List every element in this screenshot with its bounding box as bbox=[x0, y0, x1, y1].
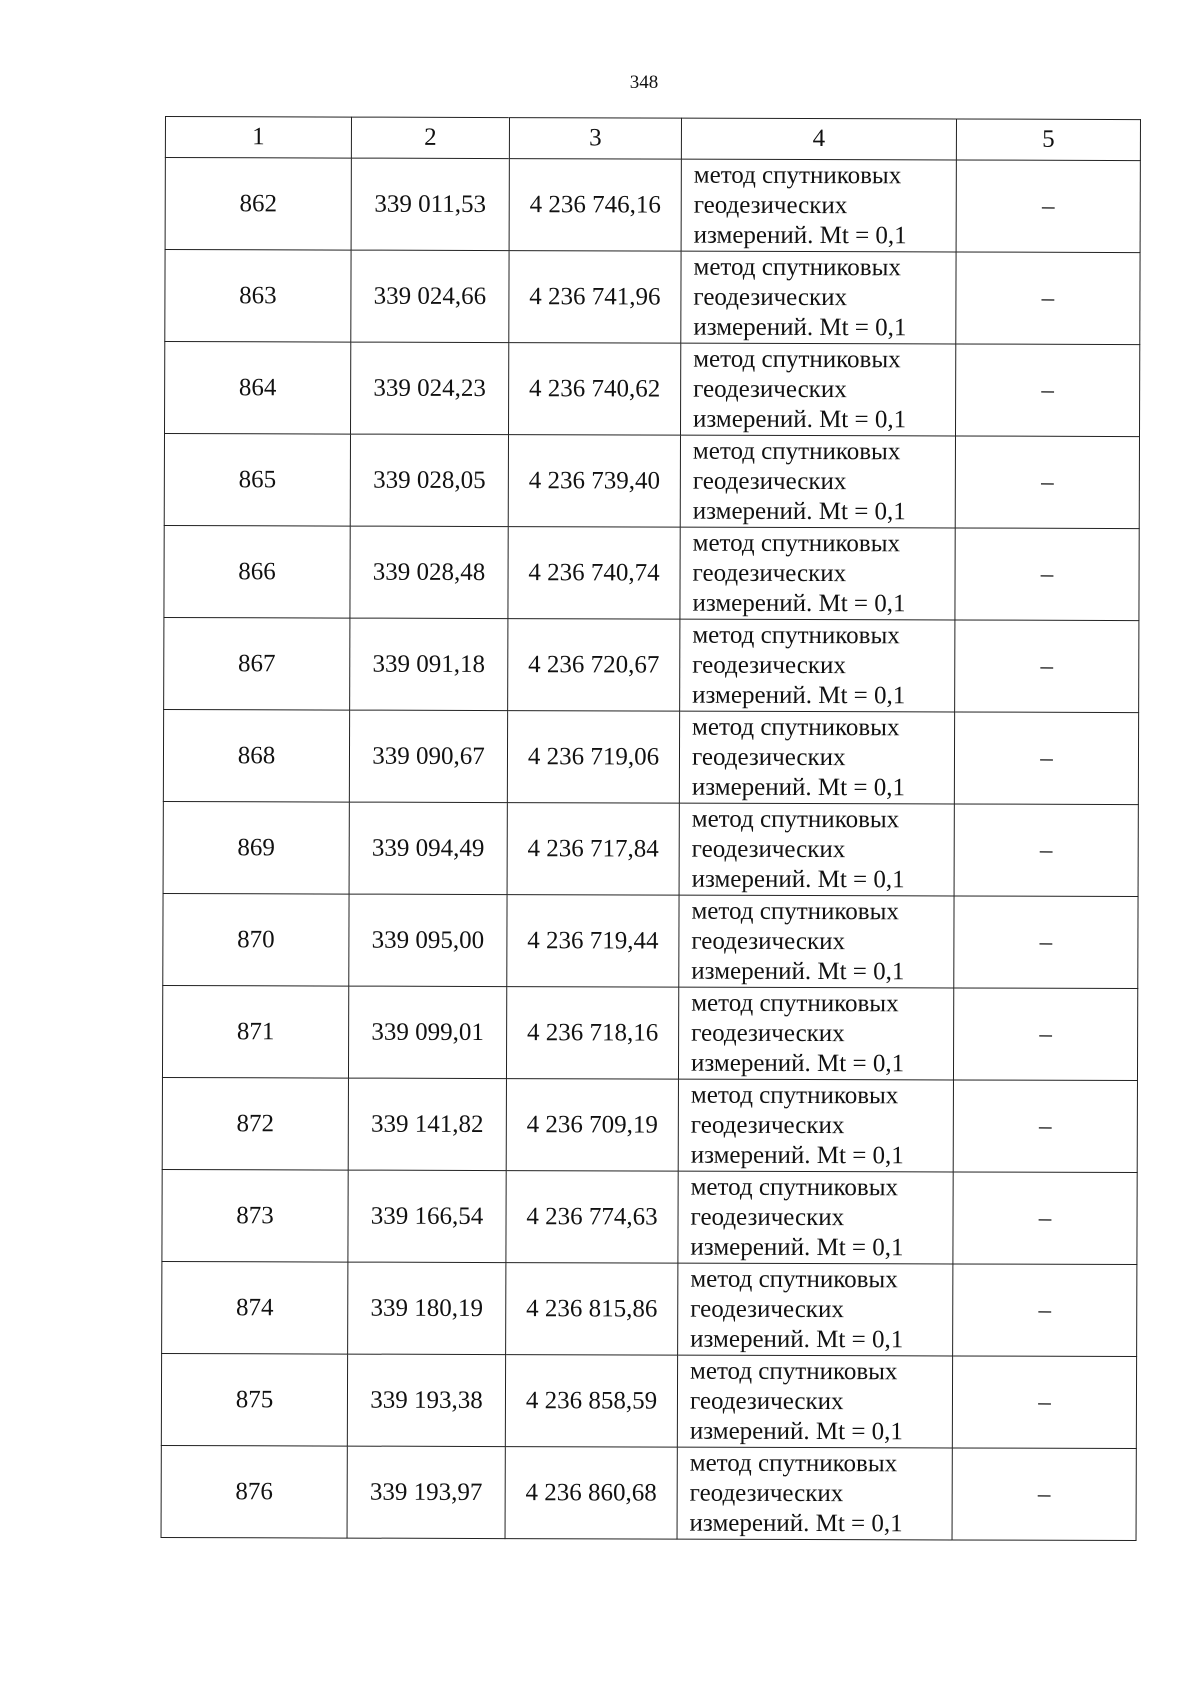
method-line-3: измерений. Mt = 0,1 bbox=[693, 405, 907, 434]
method-line-3: измерений. Mt = 0,1 bbox=[690, 1049, 905, 1078]
note-cell: – bbox=[954, 712, 1138, 805]
x-coordinate-cell: 339 193,97 bbox=[347, 1446, 505, 1538]
method-line-3: измерений. Mt = 0,1 bbox=[693, 221, 907, 250]
method-line-2: геодезических bbox=[693, 375, 847, 404]
method-line-3: измерений. Mt = 0,1 bbox=[692, 589, 906, 618]
y-coordinate-cell: 4 236 740,62 bbox=[509, 343, 681, 436]
table-row bbox=[164, 434, 1139, 529]
method-line-1: метод спутниковых bbox=[692, 621, 900, 650]
method-line-1: метод спутниковых bbox=[691, 897, 899, 926]
y-coordinate-cell: 4 236 740,74 bbox=[508, 527, 680, 620]
method-line-2: геодезических bbox=[691, 835, 846, 864]
note-cell: – bbox=[955, 528, 1139, 621]
column-header-3: 3 bbox=[509, 118, 681, 160]
y-coordinate-cell: 4 236 717,84 bbox=[507, 803, 679, 896]
method-line-1: метод спутниковых bbox=[693, 345, 901, 374]
method-line-3: измерений. Mt = 0,1 bbox=[690, 1325, 904, 1354]
y-coordinate-cell: 4 236 858,59 bbox=[505, 1355, 677, 1448]
method-line-2: геодезических bbox=[691, 927, 846, 956]
method-line-2: геодезических bbox=[690, 1111, 845, 1140]
method-line-3: измерений. Mt = 0,1 bbox=[692, 497, 906, 526]
method-line-1: метод спутниковых bbox=[690, 1357, 898, 1386]
x-coordinate-cell: 339 090,67 bbox=[349, 710, 507, 802]
method-cell bbox=[678, 1079, 953, 1172]
y-coordinate-cell: 4 236 720,67 bbox=[508, 619, 680, 712]
method-line-3: измерений. Mt = 0,1 bbox=[691, 773, 906, 802]
y-coordinate-cell: 4 236 719,44 bbox=[507, 895, 679, 988]
x-coordinate-cell: 339 180,19 bbox=[348, 1262, 506, 1354]
note-cell: – bbox=[953, 1264, 1137, 1357]
column-header-5: 5 bbox=[956, 119, 1140, 161]
method-line-1: метод спутниковых bbox=[690, 1265, 898, 1294]
point-number-cell: 876 bbox=[161, 1445, 347, 1538]
column-header-2: 2 bbox=[351, 117, 509, 158]
coordinates-table bbox=[161, 116, 1141, 1541]
y-coordinate-cell: 4 236 739,40 bbox=[508, 435, 680, 528]
y-coordinate-cell: 4 236 774,63 bbox=[506, 1171, 678, 1264]
method-cell bbox=[681, 343, 956, 436]
note-cell: – bbox=[952, 1356, 1136, 1449]
table-row bbox=[162, 1169, 1137, 1264]
x-coordinate-cell: 339 166,54 bbox=[348, 1170, 506, 1262]
method-line-2: геодезических bbox=[691, 743, 846, 772]
point-number-cell: 865 bbox=[164, 434, 350, 527]
method-line-3: измерений. Mt = 0,1 bbox=[692, 681, 906, 710]
method-line-2: геодезических bbox=[690, 1203, 845, 1232]
method-cell bbox=[679, 711, 954, 804]
page-number: 348 bbox=[629, 72, 659, 93]
point-number-cell: 866 bbox=[164, 525, 350, 618]
note-cell: – bbox=[955, 344, 1139, 437]
method-line-2: геодезических bbox=[689, 1479, 844, 1508]
method-line-2: геодезических bbox=[690, 1295, 844, 1324]
method-line-3: измерений. Mt = 0,1 bbox=[691, 865, 905, 894]
note-cell: – bbox=[953, 1080, 1137, 1173]
table-row bbox=[162, 985, 1137, 1080]
note-cell: – bbox=[956, 252, 1140, 345]
table-row bbox=[163, 709, 1138, 804]
method-line-1: метод спутниковых bbox=[689, 1449, 898, 1478]
x-coordinate-cell: 339 141,82 bbox=[348, 1078, 506, 1170]
note-cell: – bbox=[954, 804, 1138, 897]
point-number-cell: 868 bbox=[163, 709, 349, 802]
note-cell: – bbox=[953, 1172, 1137, 1265]
method-line-3: измерений. Mt = 0,1 bbox=[691, 957, 905, 986]
table-header bbox=[165, 117, 1140, 161]
x-coordinate-cell: 339 094,49 bbox=[349, 802, 507, 894]
y-coordinate-cell: 4 236 746,16 bbox=[509, 159, 681, 252]
x-coordinate-cell: 339 024,23 bbox=[351, 342, 509, 434]
y-coordinate-cell: 4 236 741,96 bbox=[509, 251, 681, 344]
point-number-cell: 862 bbox=[165, 158, 351, 251]
note-cell: – bbox=[953, 988, 1137, 1081]
method-line-1: метод спутниковых bbox=[690, 1081, 899, 1110]
method-line-2: геодезических bbox=[692, 651, 846, 680]
x-coordinate-cell: 339 028,48 bbox=[350, 526, 508, 618]
method-cell bbox=[677, 1447, 952, 1540]
method-line-3: измерений. Mt = 0,1 bbox=[690, 1233, 904, 1262]
table-row bbox=[164, 525, 1139, 620]
method-cell bbox=[677, 1355, 952, 1448]
x-coordinate-cell: 339 024,66 bbox=[351, 250, 509, 342]
table-row bbox=[165, 158, 1140, 253]
x-coordinate-cell: 339 091,18 bbox=[350, 618, 508, 710]
method-cell bbox=[678, 987, 953, 1080]
method-line-1: метод спутниковых bbox=[693, 253, 901, 282]
method-line-3: измерений. Mt = 0,1 bbox=[689, 1509, 903, 1538]
method-cell bbox=[680, 527, 955, 620]
x-coordinate-cell: 339 011,53 bbox=[351, 158, 509, 250]
table-row bbox=[163, 893, 1138, 988]
y-coordinate-cell: 4 236 860,68 bbox=[505, 1447, 677, 1540]
y-coordinate-cell: 4 236 709,19 bbox=[506, 1079, 678, 1172]
y-coordinate-cell: 4 236 718,16 bbox=[506, 987, 678, 1080]
method-cell bbox=[679, 895, 954, 988]
method-line-2: геодезических bbox=[693, 191, 848, 220]
method-line-1: метод спутниковых bbox=[692, 529, 901, 558]
note-cell: – bbox=[954, 896, 1138, 989]
note-cell: – bbox=[955, 620, 1139, 713]
method-line-2: геодезических bbox=[692, 559, 847, 588]
y-coordinate-cell: 4 236 719,06 bbox=[507, 711, 679, 804]
method-cell bbox=[681, 159, 956, 252]
method-line-1: метод спутниковых bbox=[692, 437, 901, 466]
method-line-2: геодезических bbox=[692, 467, 847, 496]
method-cell bbox=[679, 803, 954, 896]
table-body bbox=[161, 158, 1140, 1541]
x-coordinate-cell: 339 095,00 bbox=[349, 894, 507, 986]
method-line-2: геодезических bbox=[689, 1387, 844, 1416]
point-number-cell: 875 bbox=[161, 1353, 347, 1446]
method-line-3: измерений. Mt = 0,1 bbox=[689, 1417, 903, 1446]
method-line-2: геодезических bbox=[693, 283, 848, 312]
table-row bbox=[164, 617, 1139, 712]
x-coordinate-cell: 339 193,38 bbox=[347, 1354, 505, 1446]
point-number-cell: 870 bbox=[163, 893, 349, 986]
table-row bbox=[161, 1445, 1136, 1540]
method-line-1: метод спутниковых bbox=[691, 989, 899, 1018]
point-number-cell: 873 bbox=[162, 1169, 348, 1262]
method-line-1: метод спутниковых bbox=[692, 713, 900, 742]
method-cell bbox=[678, 1263, 953, 1356]
method-line-1: метод спутниковых bbox=[691, 805, 900, 834]
note-cell: – bbox=[956, 160, 1140, 253]
point-number-cell: 867 bbox=[164, 617, 350, 710]
note-cell: – bbox=[952, 1448, 1136, 1541]
table-row bbox=[165, 342, 1140, 437]
table-row bbox=[163, 801, 1138, 896]
table-row bbox=[162, 1077, 1137, 1172]
x-coordinate-cell: 339 028,05 bbox=[350, 434, 508, 526]
point-number-cell: 871 bbox=[162, 985, 348, 1078]
method-cell bbox=[680, 435, 955, 528]
point-number-cell: 869 bbox=[163, 801, 349, 894]
table-row bbox=[165, 250, 1140, 345]
method-line-3: измерений. Mt = 0,1 bbox=[690, 1141, 904, 1170]
method-line-1: метод спутниковых bbox=[690, 1173, 899, 1202]
point-number-cell: 864 bbox=[165, 342, 351, 435]
method-line-1: метод спутниковых bbox=[693, 161, 902, 190]
column-header-4: 4 bbox=[681, 118, 956, 160]
table-row bbox=[162, 1261, 1137, 1356]
method-cell bbox=[681, 251, 956, 344]
method-line-3: измерений. Mt = 0,1 bbox=[693, 313, 907, 342]
method-cell bbox=[678, 1171, 953, 1264]
header-row bbox=[165, 117, 1140, 161]
y-coordinate-cell: 4 236 815,86 bbox=[506, 1263, 678, 1356]
method-line-2: геодезических bbox=[691, 1019, 845, 1048]
method-cell bbox=[680, 619, 955, 712]
note-cell: – bbox=[955, 436, 1139, 529]
table-row bbox=[161, 1353, 1136, 1448]
x-coordinate-cell: 339 099,01 bbox=[348, 986, 506, 1078]
column-header-1: 1 bbox=[165, 117, 351, 159]
point-number-cell: 863 bbox=[165, 250, 351, 343]
point-number-cell: 874 bbox=[162, 1261, 348, 1354]
point-number-cell: 872 bbox=[162, 1077, 348, 1170]
